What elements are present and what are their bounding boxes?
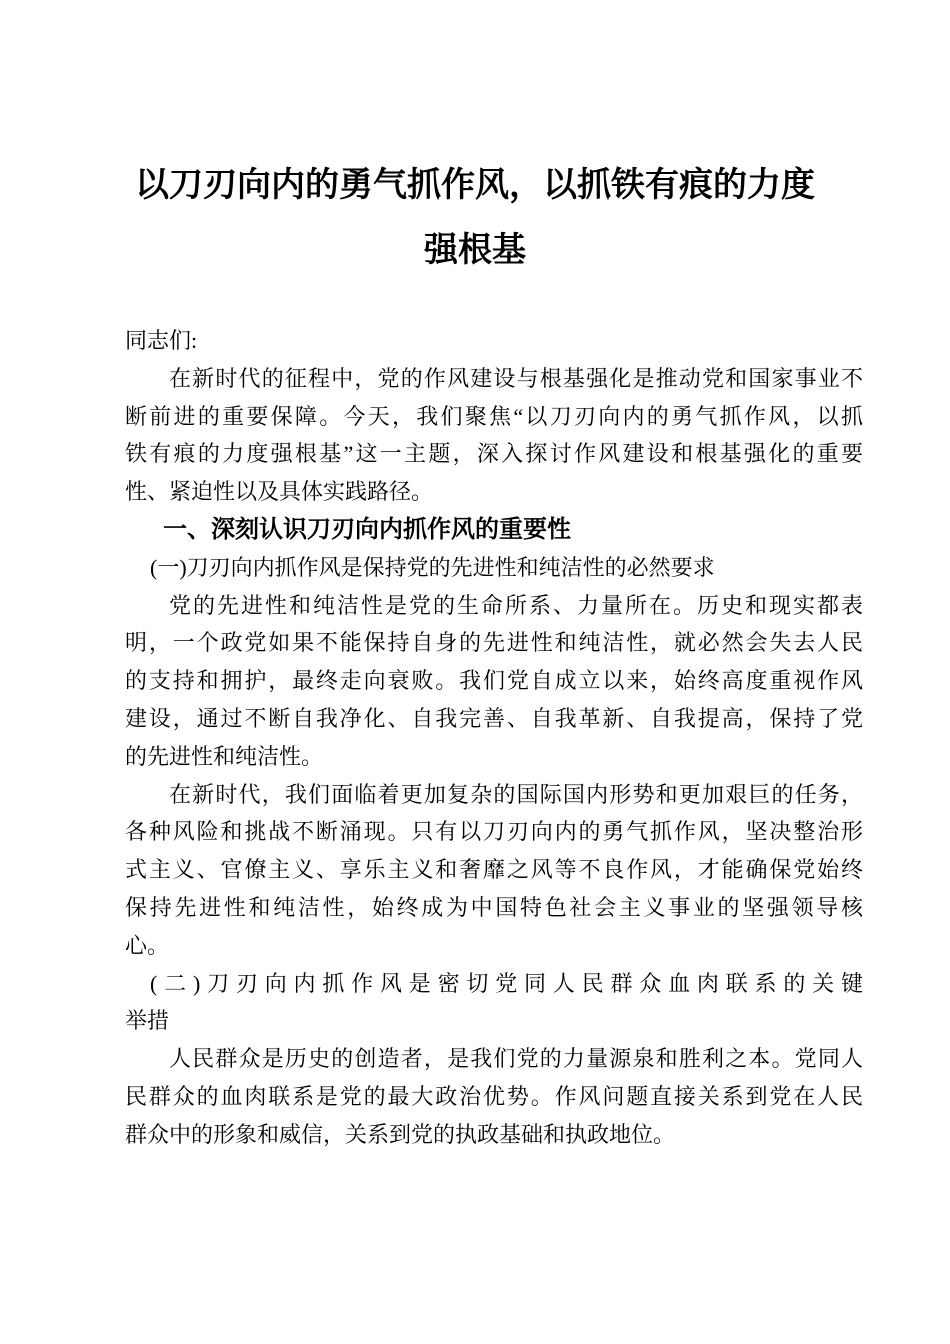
text-line: 同志们: — [125, 328, 198, 353]
paragraph-masses — [125, 1040, 863, 1153]
text-line: 的先进性和纯洁性。 — [125, 743, 324, 769]
text-line: 建设，通过不断自我净化、自我完善、自我革新、自我提高，保持了党 — [125, 705, 863, 731]
document-body — [125, 322, 863, 1154]
text-line: 性、紧迫性以及具体实践路径。 — [125, 479, 434, 505]
paragraph-new-era — [125, 776, 863, 965]
text-line: 明，一个政党如果不能保持自身的先进性和纯洁性，就必然会失去人民 — [125, 630, 863, 656]
text-line: 举措 — [125, 1008, 170, 1034]
paragraph-intro — [125, 360, 863, 511]
sub-heading-1 — [125, 549, 863, 587]
paragraph-advanced-nature — [125, 587, 863, 776]
text-line: 民群众的血肉联系是党的最大政治优势。作风问题直接关系到党在人民 — [125, 1083, 863, 1109]
text-line: 在新时代的征程中，党的作风建设与根基强化是推动党和国家事业不 — [169, 365, 863, 391]
text-line: 式主义、官僚主义、享乐主义和奢靡之风等不良作风，才能确保党始终 — [125, 857, 863, 883]
text-line: 在新时代，我们面临着更加复杂的国际国内形势和更加艰巨的任务， — [169, 781, 863, 807]
text-line: 断前进的重要保障。今天，我们聚焦“以刀刃向内的勇气抓作风，以抓 — [125, 403, 863, 429]
text-line: (一)刀刃向内抓作风是保持党的先进性和纯洁性的必然要求 — [150, 554, 715, 580]
text-line: 人民群众是历史的创造者，是我们党的力量源泉和胜利之本。党同人 — [169, 1046, 863, 1072]
text-line: 群众中的形象和威信，关系到党的执政基础和执政地位。 — [125, 1121, 676, 1147]
text-line: 铁有痕的力度强根基”这一主题，深入探讨作风建设和根基强化的重要 — [125, 441, 863, 467]
title-line-1: 以刀刃向内的勇气抓作风，以抓铁有痕的力度 — [135, 166, 815, 204]
text-line: (二)刀刃向内抓作风是密切党同人民群众血肉联系的关键 — [150, 970, 863, 996]
text-line: 保持先进性和纯洁性，始终成为中国特色社会主义事业的坚强领导核 — [125, 894, 863, 920]
text-line: 各种风险和挑战不断涌现。只有以刀刃向内的勇气抓作风，坚决整治形 — [125, 819, 863, 845]
document-title — [0, 0, 950, 283]
text-line: 党的先进性和纯洁性是党的生命所系、力量所在。历史和现实都表 — [169, 592, 863, 618]
text-line: 心。 — [125, 932, 170, 958]
salutation — [125, 322, 863, 360]
sub-heading-2 — [125, 965, 863, 1041]
text-line: 的支持和拥护，最终走向衰败。我们党自成立以来，始终高度重视作风 — [125, 668, 863, 694]
section-heading-1 — [125, 511, 863, 549]
title-line-2: 强根基 — [424, 231, 526, 269]
text-line: 一、深刻认识刀刃向内抓作风的重要性 — [163, 515, 571, 543]
